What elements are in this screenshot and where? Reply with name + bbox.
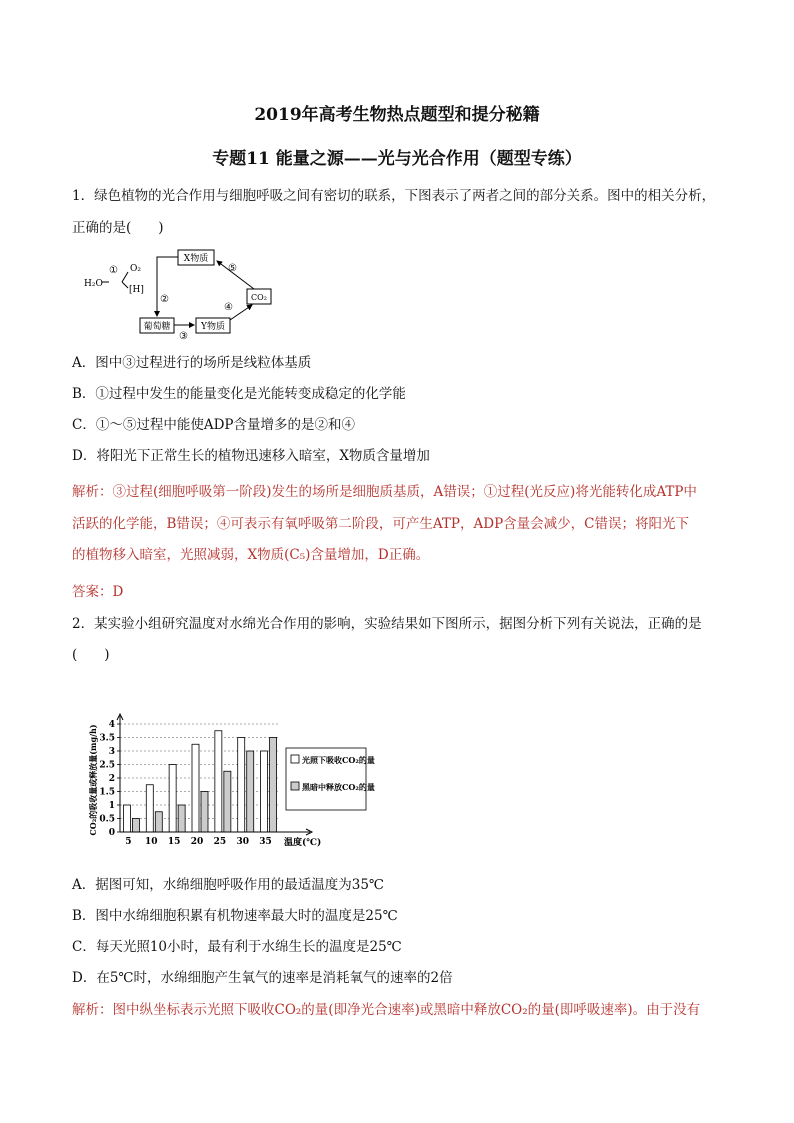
- legend-dark-label: 黑暗中释放CO₂的量: [302, 782, 375, 792]
- diagram-step2: ②: [160, 294, 169, 305]
- chart-legend: [286, 748, 375, 810]
- chart-y-tick-label: 1: [108, 801, 115, 811]
- diagram-step5: ⑤: [228, 263, 237, 274]
- diagram-step1: ①: [109, 265, 118, 276]
- chart-y-tick-label: 3: [108, 747, 115, 757]
- q2-option-c: C．每天光照10小时，最有利于水绵生长的温度是25℃: [72, 939, 402, 955]
- bar-light-co2-absorbed: [146, 785, 153, 832]
- bar-dark-co2-released: [132, 819, 139, 833]
- diagram-x-substance: X物质: [183, 254, 209, 264]
- chart-x-tick-label: 15: [167, 837, 181, 847]
- chart-y-label: CO₂的吸收量或释放量(mg/h): [88, 724, 98, 836]
- chart-y-tick-label: 4: [108, 720, 115, 730]
- q1-diagram: [72, 244, 292, 344]
- diagram-step3: ③: [179, 331, 188, 342]
- bar-dark-co2-released: [270, 738, 277, 833]
- q1-analysis-line3: 的植物移入暗室，光照减弱，X物质(C₅)含量增加，D正确。: [72, 547, 430, 563]
- diagram-h: [H]: [129, 285, 144, 295]
- q2-stem-line1: 2．某实验小组研究温度对水绵光合作用的影响，实验结果如下图所示，据图分析下列有关说法，正确的是: [72, 616, 702, 632]
- legend-swatch-light: [291, 755, 299, 763]
- chart-x-tick-label: 30: [236, 837, 249, 847]
- chart-x-tick-label: 20: [190, 837, 204, 847]
- q2-option-b: B．图中水绵细胞积累有机物速率最大时的温度是25℃: [72, 908, 398, 924]
- bar-dark-co2-released: [178, 805, 185, 832]
- co2-bar-chart: [86, 712, 376, 852]
- q1-analysis-line2: 活跃的化学能，B错误；④可表示有氧呼吸第二阶段，可产生ATP，ADP含量会减少，C错误；将阳光下: [72, 516, 690, 532]
- diagram-h2o: H₂O: [84, 279, 103, 289]
- chart-x-tick-label: 5: [125, 837, 132, 847]
- bar-dark-co2-released: [201, 792, 208, 833]
- q1-answer: 答案：D: [72, 584, 124, 600]
- chart-y-tick-label: 0.5: [99, 814, 115, 825]
- q2-option-a: A．据图可知，水绵细胞呼吸作用的最适温度为35℃: [72, 877, 385, 893]
- diagram-co2: CO₂: [251, 293, 267, 302]
- page-title: 2019年高考生物热点题型和提分秘籍: [254, 105, 540, 125]
- chart-x-tick-label: 35: [259, 837, 272, 847]
- q1-option-b: B．①过程中发生的能量变化是光能转变成稳定的化学能: [72, 386, 406, 402]
- chart-y-tick-label: 2.5: [99, 760, 115, 771]
- q1-analysis-line1: 解析：③过程(细胞呼吸第一阶段)发生的场所是细胞质基质，A错误；①过程(光反应)将光能转化成ATP中: [72, 484, 697, 500]
- chart-y-tick-label: 1.5: [99, 787, 115, 798]
- diagram-y-substance: Y物质: [201, 322, 225, 332]
- page-subtitle: 专题11 能量之源——光与光合作用（题型专练）: [212, 149, 582, 169]
- chart-y-tick-label: 2: [108, 774, 115, 784]
- chart-y-tick-label: 0: [108, 828, 115, 838]
- q1-option-a: A．图中③过程进行的场所是线粒体基质: [72, 355, 312, 371]
- bar-light-co2-absorbed: [169, 765, 176, 833]
- q1-option-d: D．将阳光下正常生长的植物迅速移入暗室，X物质含量增加: [72, 448, 430, 464]
- bar-dark-co2-released: [247, 751, 254, 832]
- diagram-o2: O₂: [130, 264, 141, 274]
- chart-x-tick-label: 10: [145, 837, 158, 847]
- diagram-step4: ④: [224, 302, 233, 313]
- diagram-glucose: 葡萄糖: [143, 322, 171, 332]
- chart-y-tick-label: 3.5: [99, 733, 115, 744]
- bar-light-co2-absorbed: [215, 731, 222, 832]
- bar-dark-co2-released: [155, 812, 162, 832]
- q1-stem-line1: 1．绿色植物的光合作用与细胞呼吸之间有密切的联系，下图表示了两者之间的部分关系。图中的相关分析，: [72, 188, 716, 204]
- q1-option-c: C．①～⑤过程中能使ADP含量增多的是②和④: [72, 417, 355, 433]
- legend-swatch-dark: [291, 782, 299, 790]
- legend-light-label: 光照下吸收CO₂的量: [302, 755, 375, 765]
- chart-x-label: 温度(℃): [284, 838, 322, 848]
- bar-light-co2-absorbed: [238, 738, 245, 833]
- q1-stem-line2: 正确的是( ): [72, 220, 164, 236]
- bar-light-co2-absorbed: [261, 751, 268, 832]
- q2-option-d: D．在5℃时，水绵细胞产生氧气的速率是消耗氧气的速率的2倍: [72, 970, 453, 986]
- bar-light-co2-absorbed: [192, 744, 199, 832]
- q2-stem-line2: ( ): [72, 647, 110, 663]
- bar-dark-co2-released: [224, 771, 231, 832]
- q2-analysis-line1: 解析：图中纵坐标表示光照下吸收CO₂的量(即净光合速率)或黑暗中释放CO₂的量(即呼吸速率)。由于没有: [72, 1002, 701, 1018]
- bar-light-co2-absorbed: [123, 805, 130, 832]
- chart-x-tick-label: 25: [213, 837, 227, 847]
